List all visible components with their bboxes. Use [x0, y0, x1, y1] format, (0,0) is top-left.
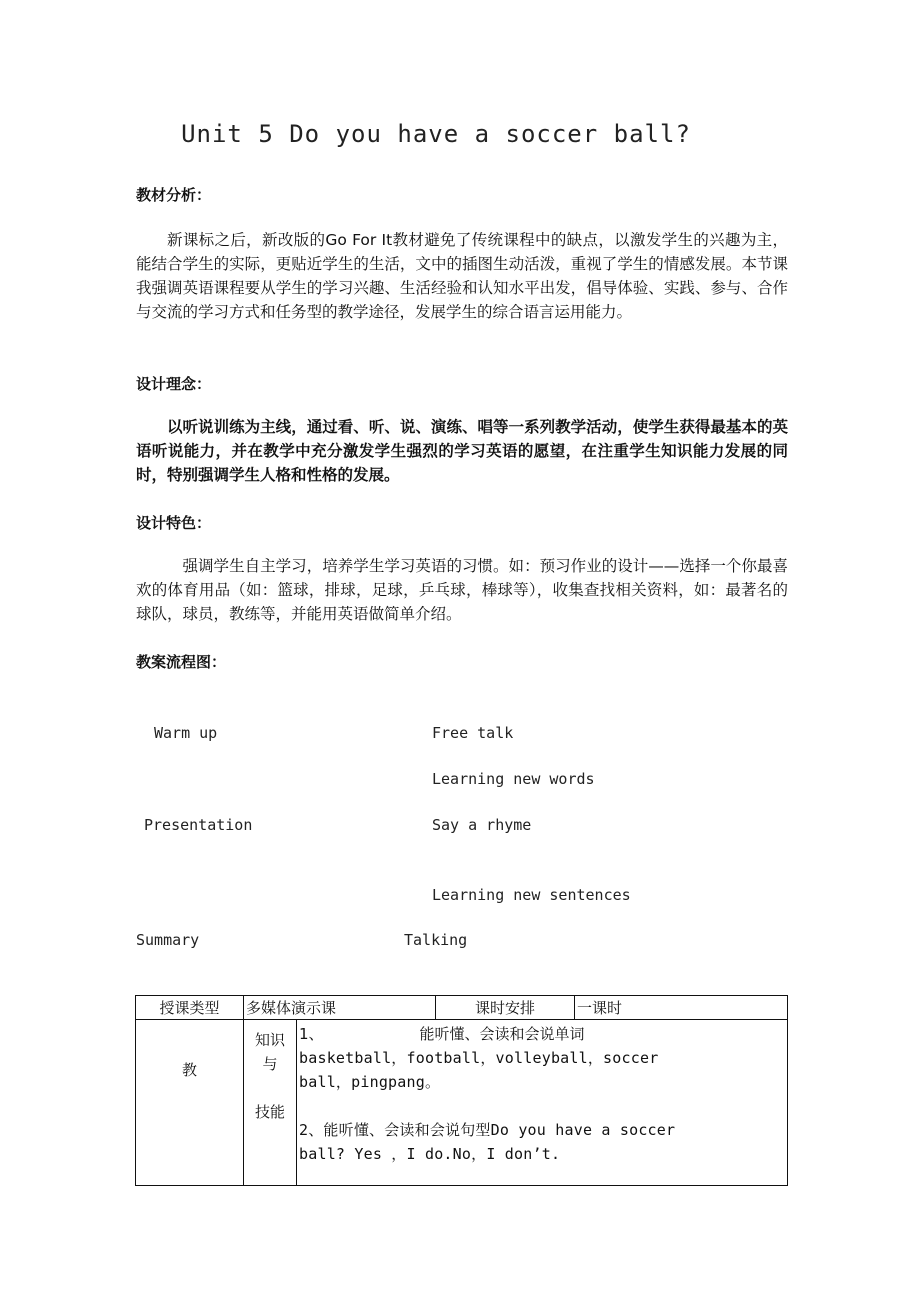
objectives-content	[297, 1020, 788, 1186]
and-label: 与	[262, 1055, 278, 1073]
activity-talking: Talking	[404, 931, 468, 949]
activity-free-talk: Free talk	[432, 724, 514, 742]
stage-warm-up: Warm up	[154, 724, 218, 742]
analysis-heading: 教材分析：	[136, 186, 212, 204]
goal-2-line-1: 2、能听懂、会读和会说句型Do you have a soccer	[299, 1121, 676, 1139]
concept-heading: 设计理念：	[136, 375, 212, 393]
goal-1-words-line-1: basketball，football，volleyball，soccer	[299, 1049, 659, 1067]
goal-1-words-line-2: ball，pingpang。	[299, 1073, 441, 1091]
table-row	[136, 996, 788, 1020]
stage-presentation: Presentation	[144, 816, 253, 834]
flowchart-heading: 教案流程图：	[136, 653, 227, 671]
activity-learning-new-words: Learning new words	[432, 770, 595, 788]
goal-1-prefix: 1、	[299, 1025, 324, 1043]
activity-learning-new-sentences: Learning new sentences	[432, 886, 631, 904]
features-heading: 设计特色：	[136, 514, 212, 532]
page-title: Unit 5 Do you have a soccer ball?	[181, 120, 691, 148]
analysis-paragraph: 新课标之后，新改版的Go For It教材避免了传统课程中的缺点，以激发学生的兴趣为主，能结合学生的实际，更贴近学生的生活，文中的插图生动活泼，重视了学生的情感发展。本节课我强调英语课程要从学生的学习兴趣、生活经验和认知水平出发，倡导体验、实践、参与、合作与交流的学习方式和任务型的教学途径，发展学生的综合语言运用能力。	[136, 231, 788, 321]
features-paragraph: 强调学生自主学习，培养学生学习英语的习惯。如：预习作业的设计——选择一个你最喜欢的体育用品（如：篮球，排球，足球，乒乓球，棒球等），收集查找相关资料，如：最著名的球队，球员，教练等，并能用英语做简单介绍。	[136, 557, 788, 623]
schedule-label: 课时安排	[436, 996, 575, 1020]
lesson-plan-table	[135, 995, 788, 1186]
stage-summary: Summary	[136, 931, 200, 949]
activity-say-a-rhyme: Say a rhyme	[432, 816, 532, 834]
lesson-type-value: 多媒体演示课	[244, 996, 436, 1020]
concept-paragraph: 以听说训练为主线，通过看、听、说、演练、唱等一系列教学活动，使学生获得最基本的英语听说能力，并在教学中充分激发学生强烈的学习英语的愿望，在注重学生知识能力发展的同时，特别强调学生人格和性格的发展。	[136, 418, 788, 484]
schedule-value: 一课时	[575, 996, 788, 1020]
objectives-label	[136, 1020, 244, 1186]
lesson-type-label: 授课类型	[136, 996, 244, 1020]
goal-1-text: 能听懂、会读和会说单词	[419, 1025, 585, 1043]
objectives-label-text: 教	[181, 1060, 197, 1079]
goal-1	[299, 1022, 785, 1046]
knowledge-skills-label	[244, 1020, 297, 1186]
goal-2-line-2: ball? Yes ，I do.No，I don’t.	[299, 1145, 561, 1163]
knowledge-label: 知识	[254, 1031, 285, 1049]
table-row	[136, 1020, 788, 1186]
skills-label: 技能	[254, 1103, 285, 1121]
